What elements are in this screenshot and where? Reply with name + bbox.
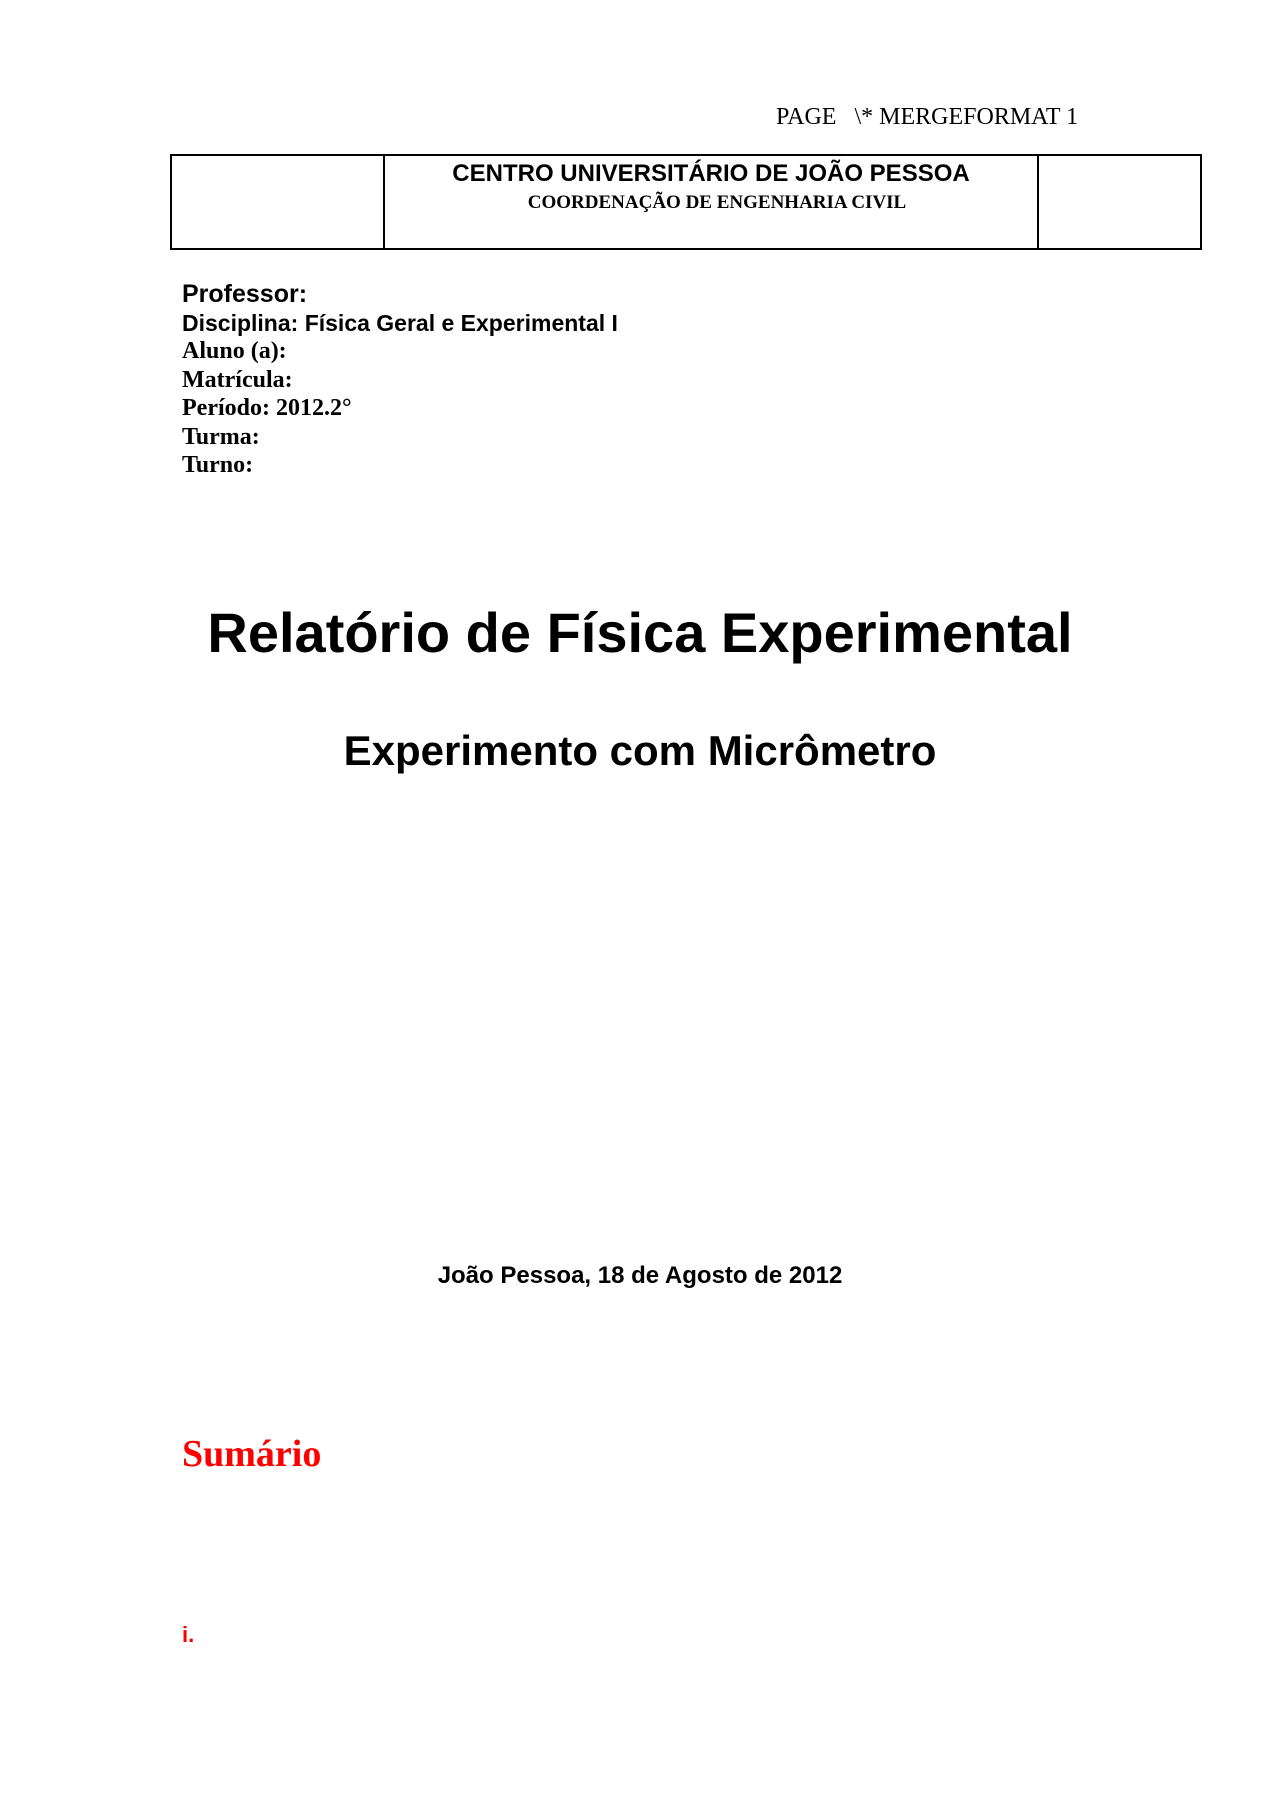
place-date-line: João Pessoa, 18 de Agosto de 2012 xyxy=(437,1262,843,1289)
header-table xyxy=(170,154,1202,250)
page-number-field: PAGE \* MERGEFORMAT 1 xyxy=(776,104,1079,130)
institution-name: CENTRO UNIVERSITÁRIO DE JOÃO PESSOA xyxy=(452,160,970,187)
toc-item: i. xyxy=(182,1622,195,1647)
period-line: Período: 2012.2° xyxy=(182,395,352,421)
registration-line: Matrícula: xyxy=(182,366,293,393)
class-line: Turma: xyxy=(182,423,260,450)
toc-heading: Sumário xyxy=(182,1433,322,1475)
header-center-cell xyxy=(385,156,1039,248)
student-line: Aluno (a): xyxy=(182,338,287,364)
department-name: COORDENAÇÃO DE ENGENHARIA CIVIL xyxy=(527,192,907,213)
report-title-text: Relatório de Física Experimental xyxy=(207,601,1073,664)
report-title xyxy=(0,600,1280,665)
shift-line: Turno: xyxy=(182,452,254,478)
header-right-cell xyxy=(1039,156,1200,248)
student-info-block xyxy=(182,280,618,480)
discipline-line: Disciplina: Física Geral e Experimental I xyxy=(182,309,618,336)
professor-line: Professor: xyxy=(182,280,308,308)
header-left-cell xyxy=(172,156,385,248)
report-subtitle: Experimento com Micrômetro xyxy=(343,727,937,774)
